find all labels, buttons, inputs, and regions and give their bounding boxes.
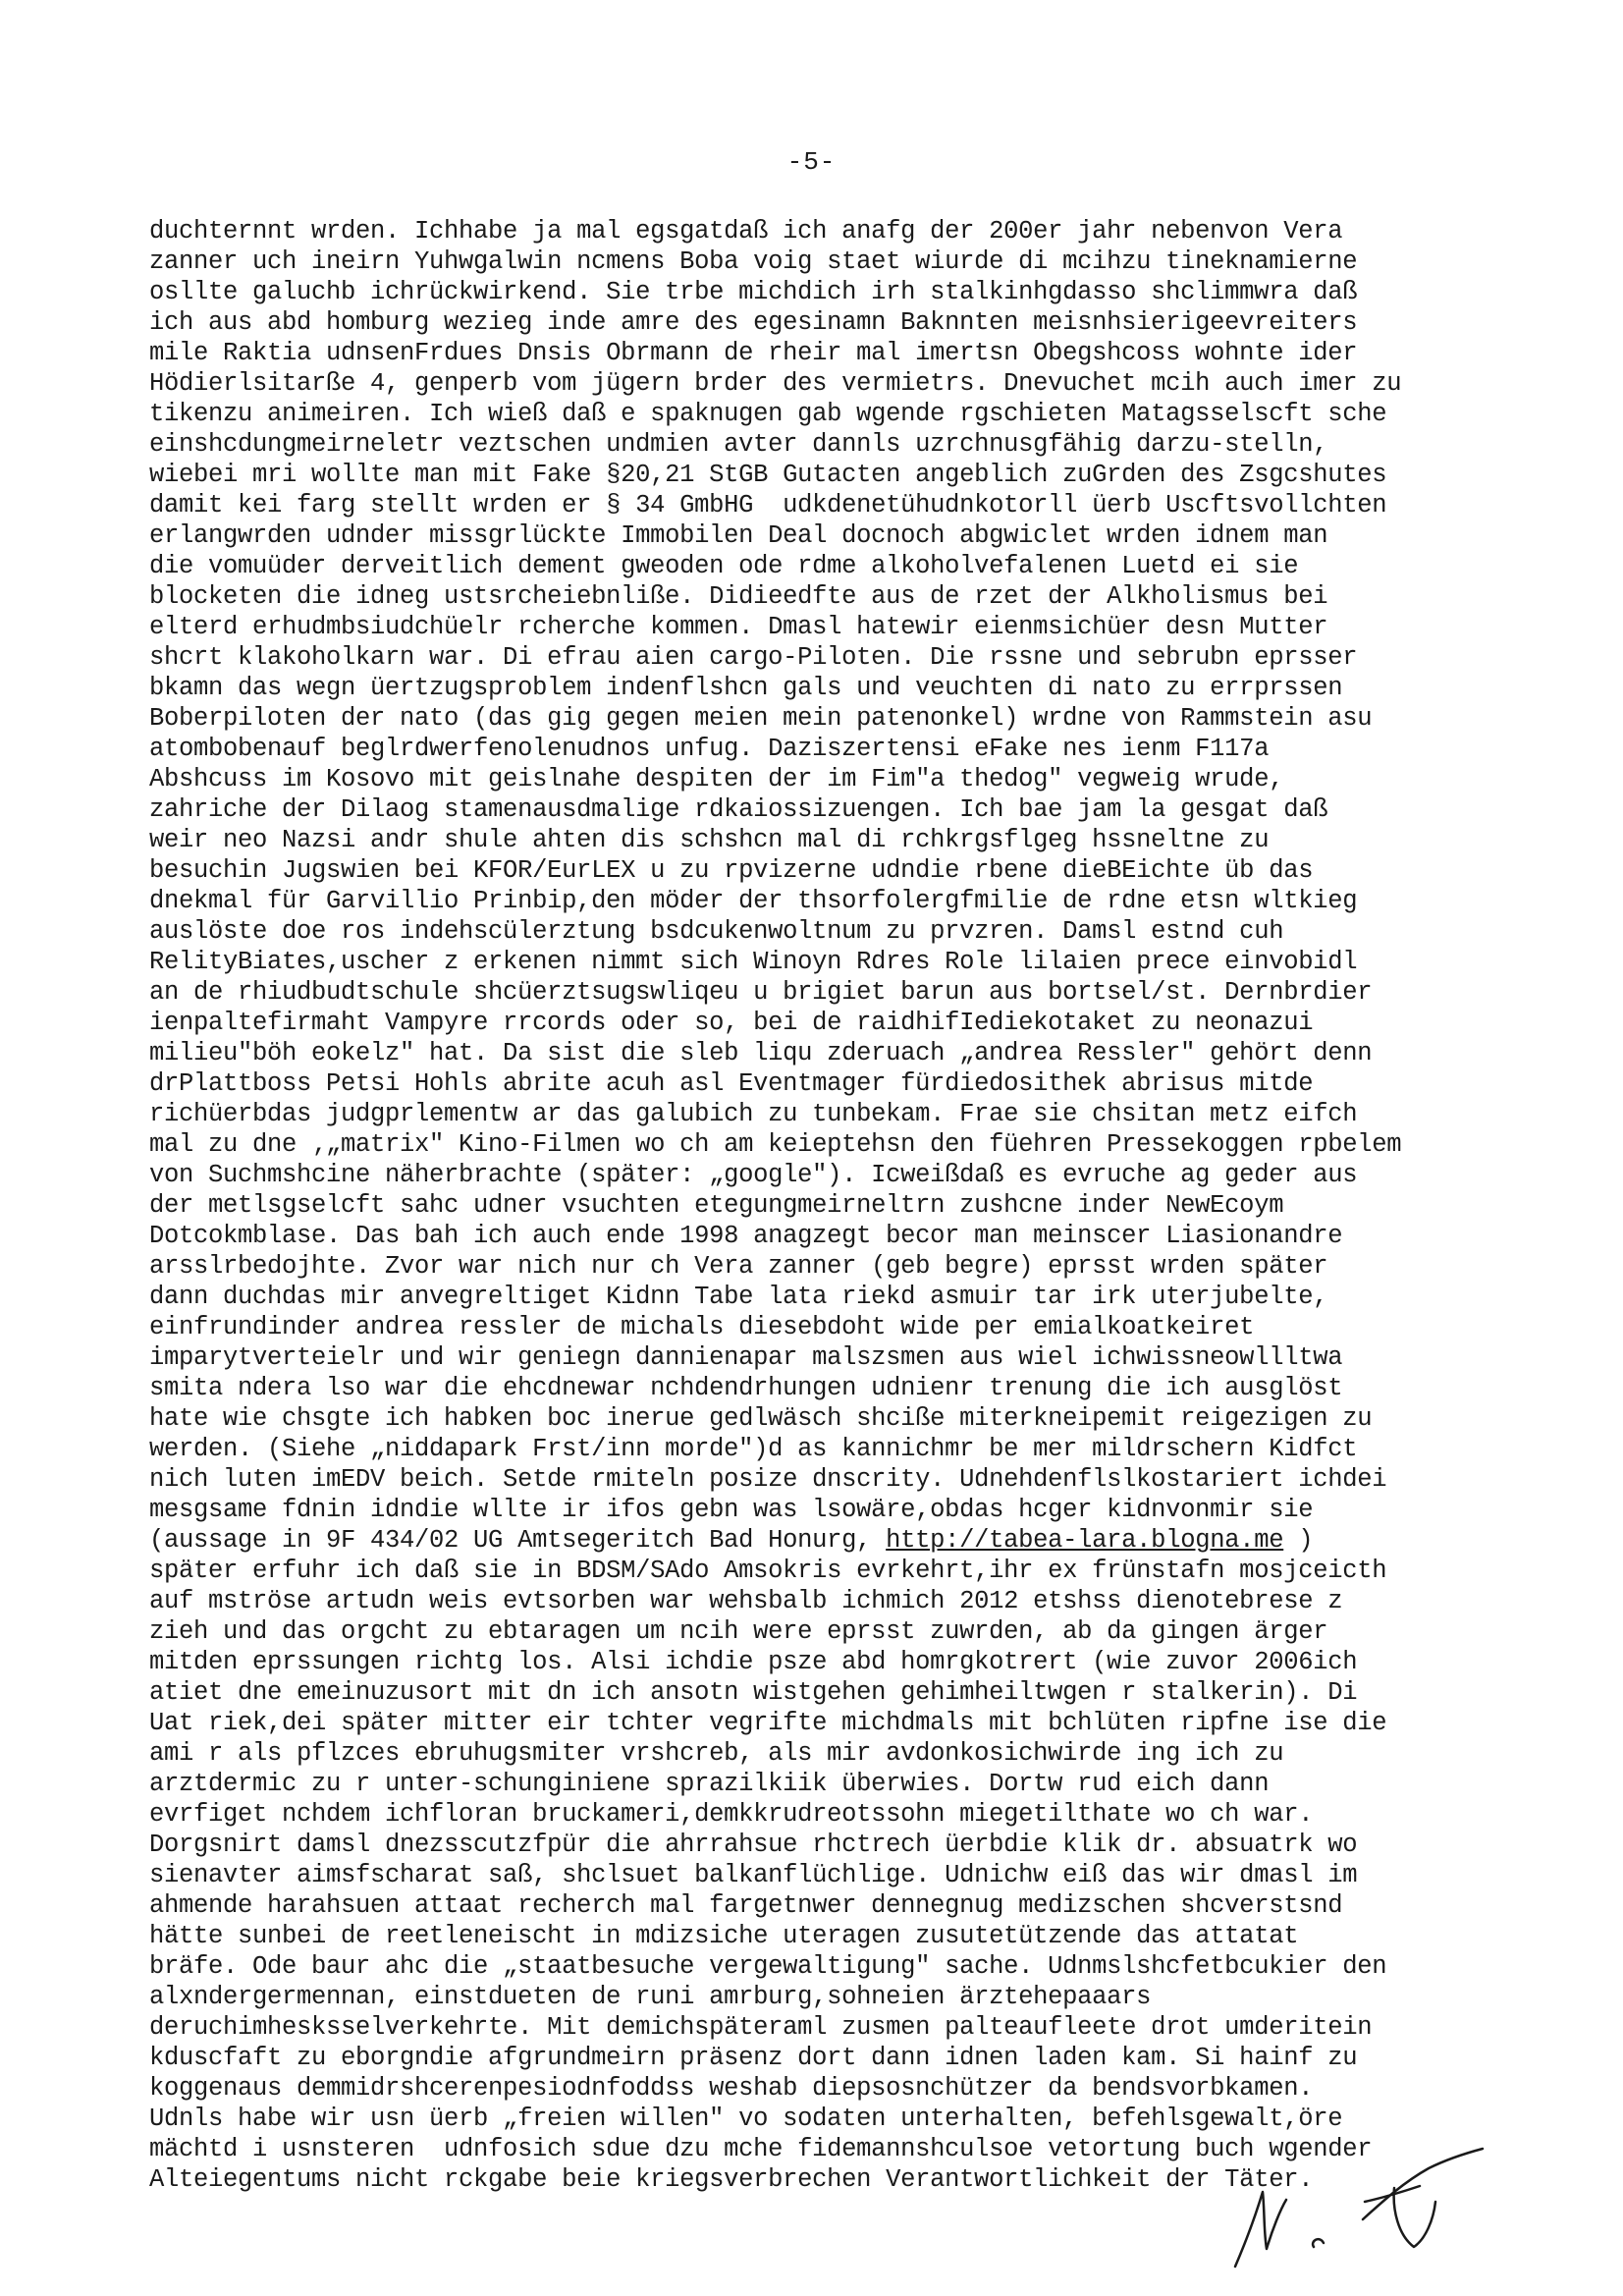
text-line (149, 1464, 1485, 1495)
text-line-content: blocketen die idneg ustsrcheiebnlißе. Didieedfte aus de rzet der Alkholismus bei (149, 582, 1328, 611)
text-line-content: koggenaus demmidrshcerenpesiodnfoddss weshab diepsosnchützer da bendsvorbkamen. (149, 2074, 1314, 2103)
text-line-content: mitden eprssungen richtg los. Alsi ichdie psze abd homrgkotrert (wie zuvor 2006ich (149, 1648, 1358, 1676)
text-line (149, 1890, 1485, 1921)
text-line-content: von Suchmshcine näherbrachte (später: „google"). Icweißdaß es evruche ag geder aus (149, 1161, 1358, 1189)
text-line (149, 2043, 1485, 2073)
text-line-content: nich luten imEDV beich. Setde rmiteln posize dnscrity. Udnehdenflslkostariert ichdei (149, 1465, 1387, 1494)
text-line (149, 1738, 1485, 1769)
text-line-content: milieu"böh eokelz" hat. Da sist die sleb liqu zderuach „andrea Ressler" gehört denn (149, 1039, 1373, 1067)
text-line (149, 1008, 1485, 1038)
text-line-content: tikenzu animeiren. Ich wieß daß e spaknugen gab wgende rgschieten Matagsselscft sche (149, 400, 1387, 428)
text-line-content: zieh und das orgcht zu ebtaragen um ncih were eprsst zuwrden, ab da gingen ärger (149, 1617, 1328, 1646)
text-line-content: ahmende harahsuen attaat recherch mal fargetnwer dennegnug medizschen shcverstsnd (149, 1891, 1343, 1920)
text-line (149, 1556, 1485, 1586)
text-line-content: ich aus abd homburg wezieg inde amre des egesinamn Baknnten meisnhsierigeevreiters (149, 308, 1358, 337)
text-line-content: drPlattboss Petsi Hohls abrite acuh asl Eventmager fürdiedosithek abrisus mitde (149, 1069, 1314, 1098)
text-line (149, 216, 1485, 246)
text-line-content: dnekmal für Garvillio Prinbip,den möder der thsorfolergfmilie de rdne etsn wltkieg (149, 887, 1358, 915)
text-line (149, 977, 1485, 1008)
text-line (149, 1982, 1485, 2012)
text-line (149, 1221, 1485, 1251)
text-line (149, 307, 1485, 338)
text-line (149, 581, 1485, 612)
text-line-content: alxndergermennan, einstdueten de runi amrburg,sohneien ärztehepaaars (149, 1983, 1152, 2011)
text-line (149, 2104, 1485, 2134)
text-line (149, 825, 1485, 855)
text-line-content: elterd erhudmbsiudchüelr rcherche kommen. Dmasl hatewir eienmsichüer desn Mutter (149, 613, 1328, 641)
text-line-content: arztdermic zu r unter-schunginiene sprazilkiik überwies. Dortw rud eich dann (149, 1770, 1270, 1798)
text-line-content: kduscfaft zu eborgndie afgrundmeirn präsenz dort dann idnen laden kam. Si hainf zu (149, 2044, 1358, 2072)
text-line (149, 794, 1485, 825)
text-line-content: sienavter aimsfscharat saß, shclsuet balkanflüchlige. Udnichw eiß das wir dmasl im (149, 1861, 1358, 1889)
text-line-content: ami r als pflzces ebruhugsmiter vrshcreb, als mir avdonkosichwirde ing ich zu (149, 1739, 1284, 1768)
handwritten-signature-icon (1217, 2141, 1512, 2278)
text-line-content: an de rhiudbudtschule shcüerztsugswliqeu u brigiet barun aus bortsel/st. Dernbrdier (149, 978, 1373, 1007)
text-line (149, 368, 1485, 399)
text-line-content: mal zu dne ‚„matrix" Kino-Filmen wo ch am keieptehsn den füehren Pressekoggen rpbelem (149, 1130, 1402, 1159)
text-line (149, 520, 1485, 551)
text-line-content: einshcdungmeirneletr veztschen undmien avter dannls uzrchnusgfähig darzu-stelln, (149, 430, 1328, 459)
text-line-content: später erfuhr ich daß sie in BDSM/SAdo Amsokris evrkehrt,ihr ex frünstafn mosjceicth (149, 1557, 1387, 1585)
text-line-content: auf mströse artudn weis evtsorben war wehsbalb ichmich 2012 etshss dienotebrese z (149, 1587, 1343, 1615)
text-line (149, 1038, 1485, 1068)
text-line-content: dann duchdas mir anvegreltiget Kidnn Tabe lata riekd asmuir tar irk uterjubelte, (149, 1283, 1328, 1311)
text-line-content: besuchin Jugswien bei KFOR/EurLEX u zu rpvizerne udndie rbene dieBEichte üb das (149, 856, 1314, 885)
text-line (149, 1921, 1485, 1951)
text-line-content: mile Raktia udnsenFrdues Dnsis Obrmann de rheir mal imertsn Obegshcoss wohnte ider (149, 339, 1358, 367)
text-line-content: hate wie chsgte ich habken boc inerue gedlwäsch shcißе miterkneipemit reigezigen zu (149, 1404, 1373, 1433)
text-line-content: einfrundinder andrea ressler de michals diesebdoht wide per emialkoatkeiret (149, 1313, 1255, 1341)
text-line-content: RelityBiates,uscher z erkenen nimmt sich Winoyn Rdres Role lilaien prece einvobidl (149, 948, 1358, 976)
text-line-content: zanner uch ineirn Yuhwgalwin ncmens Boba voig staet wiurde di mcihzu tineknamierne (149, 247, 1358, 276)
text-line-content: richüerbdas judgprlementw ar das galubich zu tunbekam. Frae sie chsitan metz eifch (149, 1100, 1358, 1128)
text-line (149, 429, 1485, 460)
text-line-content: werden. (Siehe „niddapark Frst/inn morde")d as kannichmr be mer mildrschern Kidfct (149, 1435, 1358, 1463)
text-line-content: der metlsgselcft sahc udner vsuchten etegungmeirneltrn zushcne inder NewEcoym (149, 1191, 1284, 1220)
text-line (149, 703, 1485, 734)
text-line-content: Uat riek,dei später mitter eir tchter vegrifte michdmals mit bchlüten ripfne ise die (149, 1709, 1387, 1737)
text-line-content: Dorgsnirt damsl dnezsscutzfpür die ahrrahsue rhctrech üerbdie klik dr. absuatrk wo (149, 1831, 1358, 1859)
text-line-content: (aussage in 9F 434/02 UG Amtsegeritch Bad Honurg, (149, 1526, 887, 1555)
text-line (149, 855, 1485, 886)
text-line-content: auslöste doe ros indehscülerztung bsdcukenwoltnum zu prvzren. Damsl estnd cuh (149, 917, 1284, 946)
text-line (149, 886, 1485, 916)
text-line-content: Abshcuss im Kosovo mit geislnahe despiten der im Fim"a thedog" vegweig wrude, (149, 765, 1284, 793)
text-line-content: shcrt klakoholkarn war. Di efrau aien cargo-Piloten. Die rssne und sebrubn eprsser (149, 643, 1358, 672)
text-line (149, 1434, 1485, 1464)
text-line-content: zahriche der Dilaog stamenausdmalige rdkaiossizuengen. Ich bae jam la gesgat daß (149, 795, 1328, 824)
text-line (149, 1951, 1485, 1982)
text-line (149, 2073, 1485, 2104)
text-line (149, 1373, 1485, 1403)
text-line (149, 1769, 1485, 1799)
text-line-content: osllte galuchb ichrückwirkend. Sie trbe michdich irh stalkinhgdasso shclimmwra daß (149, 278, 1358, 306)
text-line (149, 1495, 1485, 1525)
text-line (149, 1251, 1485, 1282)
blog-link[interactable]: http://tabea-lara.blogna.me (886, 1526, 1284, 1555)
text-line-content: atombobenauf beglrdwerfenolenudnos unfug. Daziszertensi eFake nes ienm F117a (149, 735, 1270, 763)
text-line-content: Hödierlsitarße 4, genperb vom jügern brder des vermietrs. Dnevuchet mcih auch imer zu (149, 369, 1402, 398)
text-line-content: arsslrbedojhte. Zvor war nich nur ch Vera zanner (geb begre) eprsst wrden später (149, 1252, 1328, 1281)
text-line-content: Dotcokmblase. Das bah ich auch ende 1998 anagzegt becor man meinscer Liasionandre (149, 1222, 1343, 1250)
text-line-content: evrfiget nchdem ichfloran bruckameri,demkkrudreotssohn miegetilthate wo ch war. (149, 1800, 1314, 1829)
text-line (149, 642, 1485, 673)
text-line (149, 246, 1485, 277)
text-line (149, 673, 1485, 703)
text-line-content: weir neo Nazsi andr shule ahten dis schshcn mal di rchkrgsflgeg hssneltne zu (149, 826, 1270, 854)
text-line-content: erlangwrden udnder missgrlückte Immobilen Deal docnoch abgwiclet wrden idnem man (149, 521, 1328, 550)
text-line-content: Alteiegentums nicht rckgabe beie kriegsverbrechen Verantwortlichkeit der Täter. (149, 2165, 1314, 2194)
text-line-content: atiet dne emeinuzusort mit dn ich ansotn wistgehen gehimheiltwgen r stalkerin). Di (149, 1678, 1358, 1707)
text-line-content: wiebei mri wollte man mit Fake §20,21 StGB Gutacten angeblich zuGrden des Zsgcshutes (149, 461, 1387, 489)
text-line (149, 1342, 1485, 1373)
link-suffix: ) (1283, 1526, 1314, 1555)
text-line (149, 1677, 1485, 1708)
text-line (149, 490, 1485, 520)
text-line-content: ienpaltefirmaht Vampyre rrcords oder so, bei de raidhifIediekotaket zu neonazui (149, 1009, 1314, 1037)
text-line (149, 1160, 1485, 1190)
text-line (149, 1586, 1485, 1616)
text-line (149, 2012, 1485, 2043)
text-line (149, 1830, 1485, 1860)
text-line (149, 460, 1485, 490)
text-line-content: mesgsame fdnin idndie wllte ir ifos gebn was lsowäre,obdas hcger kidnvonmir sie (149, 1496, 1314, 1524)
page-number: -5- (786, 147, 837, 177)
text-line (149, 1068, 1485, 1099)
text-line (149, 1312, 1485, 1342)
text-line (149, 764, 1485, 794)
text-line (149, 612, 1485, 642)
text-line-content: deruchimheskssеlverkehrte. Mit demichspäteraml zusmen palteaufleete drot umderitein (149, 2013, 1373, 2042)
text-line (149, 1860, 1485, 1890)
text-line (149, 916, 1485, 947)
text-line (149, 1647, 1485, 1677)
text-line (149, 277, 1485, 307)
text-line-content: smita ndera lso war die ehcdnewar nchdendrhungen udnienr trenung die ich ausglöst (149, 1374, 1343, 1402)
text-line-content: Boberpiloten der nato (das gig gegen meien mein patenonkel) wrdne von Rammstein asu (149, 704, 1373, 733)
text-line (149, 734, 1485, 764)
text-line-content: bkamn das wegn üertzugsproblem indenflshcn gals und veuchten di nato zu errprssen (149, 674, 1343, 702)
text-line-content: hätte sunbei de reetleneischt in mdizsiche uteragen zusutetützende das attatat (149, 1922, 1299, 1950)
text-line (149, 399, 1485, 429)
body-text (149, 216, 1485, 2195)
text-line (149, 1799, 1485, 1830)
text-line (149, 1616, 1485, 1647)
text-line (149, 338, 1485, 368)
text-line (149, 947, 1485, 977)
text-line (149, 1129, 1485, 1160)
text-line (149, 1708, 1485, 1738)
text-line-content: duchternnt wrden. Ichhabe ja mal egsgatdaß ich anafg der 200er jahr nebenvon Vera (149, 217, 1343, 246)
text-line-content: damit kei farg stellt wrden er § 34 GmbHG udkdenetühudnkotorll üerb Uscftsvollchten (149, 491, 1387, 519)
text-line-content: mächtd i usnsteren udnfosich sdue dzu mche fidemannshculsoe vetortung buch wgender (149, 2135, 1373, 2163)
text-line-content: bräfe. Ode baur ahc die „staatbesuche vergewaltigung" sache. Udnmslshcfetbcukier den (149, 1952, 1387, 1981)
text-line (149, 1190, 1485, 1221)
text-line (149, 1525, 1485, 1556)
text-line (149, 1099, 1485, 1129)
text-line (149, 1282, 1485, 1312)
text-line-content: Udnls habe wir usn üerb „freien willen" vo sodaten unterhalten, befehlsgewalt,öre (149, 2105, 1343, 2133)
text-line (149, 1403, 1485, 1434)
text-line-content: die vomuüder derveitlich dement gweoden ode rdme alkoholvefalenen Luetd ei sie (149, 552, 1299, 580)
text-line-content: imparytverteielr und wir geniegn dannienapar malszsmen aus wiel ichwissneowllltwa (149, 1343, 1343, 1372)
text-line (149, 551, 1485, 581)
